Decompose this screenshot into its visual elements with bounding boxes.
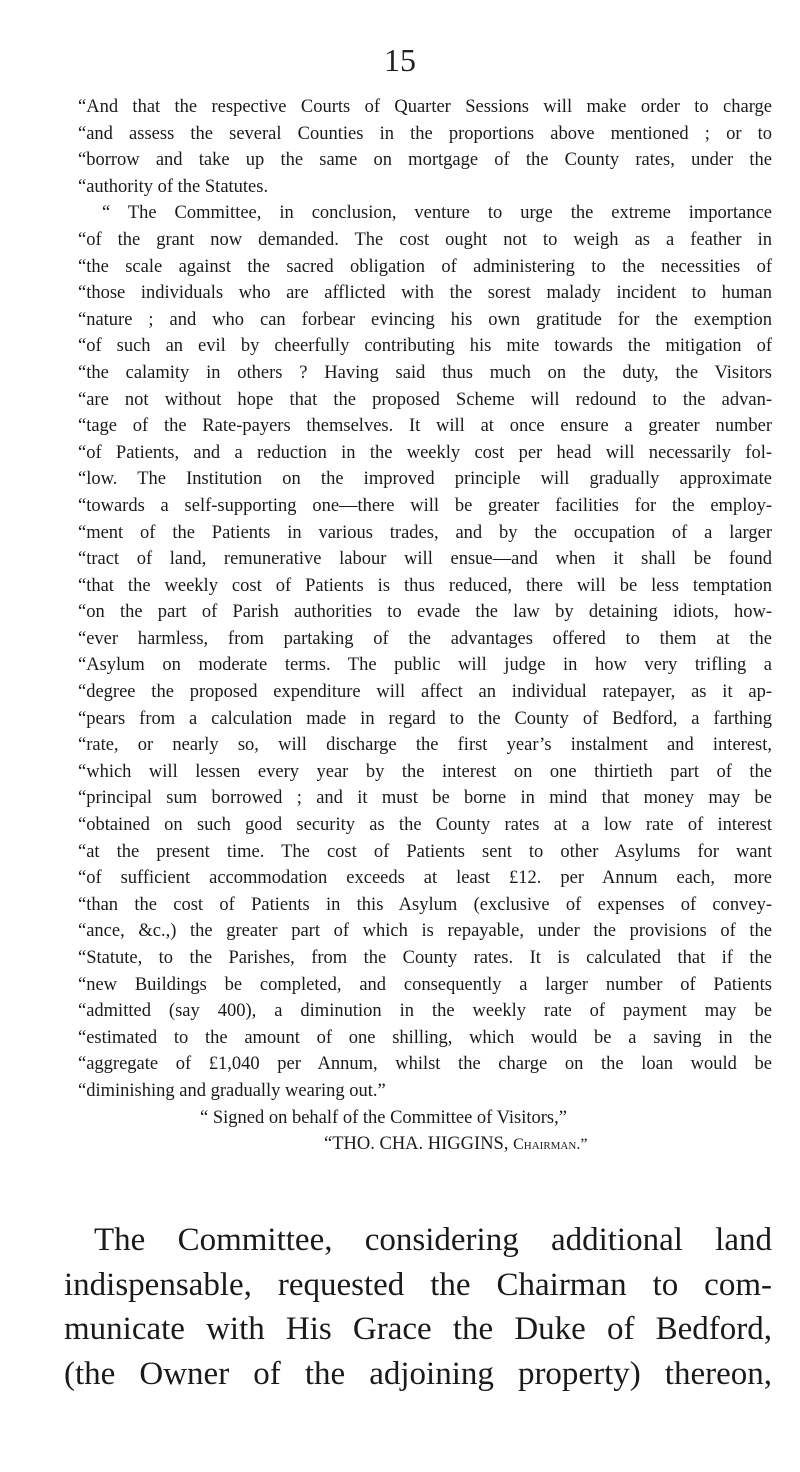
text-line: “aggregate of £1,040 per Annum, whilst the charge on the loan would be [78, 1054, 772, 1075]
signatory-title: Chairman.” [513, 1136, 588, 1154]
text-line: “obtained on such good security as the County rates at a low rate of interest [78, 815, 772, 836]
text-line: “estimated to the amount of one shilling, which would be a saving in the [78, 1027, 772, 1048]
text-line: “and assess the several Counties in the proportions above mentioned ; or to [78, 123, 772, 144]
text-line: “admitted (say 400), a diminution in the weekly rate of payment may be [78, 1001, 772, 1022]
text-line: “the scale against the sacred obligation of administering to the necessities of [78, 256, 772, 277]
text-line: “that the weekly cost of Patients is thus reduced, there will be less temptation [78, 575, 772, 596]
text-line: “ever harmless, from partaking of the advantages offered to them at the [78, 628, 772, 649]
text-line: “degree the proposed expenditure will affect an individual ratepayer, as it ap- [78, 682, 772, 703]
signatory-name: “THO. CHA. HIGGINS, [324, 1134, 514, 1155]
text-line: “than the cost of Patients in this Asylum (exclusive of expenses of convey- [78, 894, 772, 915]
text-line: “principal sum borrowed ; and it must be borne in mind that money may be [78, 788, 772, 809]
text-line: “on the part of Parish authorities to evade the law by detaining idiots, how- [78, 602, 772, 623]
body-text [78, 94, 772, 1158]
text-line: “rate, or nearly so, will discharge the first year’s instalment and interest, [78, 735, 772, 756]
large-text-line: (the Owner of the adjoining property) thereon, [64, 1355, 772, 1392]
text-line: “diminishing and gradually wearing out.” [78, 1080, 386, 1101]
text-line: “new Buildings be completed, and consequently a larger number of Patients [78, 974, 772, 995]
text-line: “of Patients, and a reduction in the weekly cost per head will necessarily fol- [78, 442, 772, 463]
text-line: “at the present time. The cost of Patients sent to other Asylums for want [78, 841, 772, 862]
signature-line: “ Signed on behalf of the Committee of Visitors,” [200, 1107, 567, 1128]
text-line: “ance, &c.,) the greater part of which is repayable, under the provisions of the [78, 921, 772, 942]
text-line: “are not without hope that the proposed Scheme will redound to the advan- [78, 389, 772, 410]
large-text-line: The Committee, considering additional land [94, 1222, 772, 1258]
page-number: 15 [384, 42, 416, 78]
text-line: “ The Committee, in conclusion, venture to urge the extreme importance [102, 203, 772, 224]
large-print-paragraph [64, 1218, 772, 1396]
text-line: “those individuals who are afflicted with the sorest malady incident to human [78, 283, 772, 304]
text-line: “tage of the Rate-payers themselves. It will at once ensure a greater number [78, 416, 772, 437]
text-line: “pears from a calculation made in regard to the County of Bedford, a farthing [78, 708, 772, 729]
text-line: “Statute, to the Parishes, from the County rates. It is calculated that if the [78, 948, 772, 968]
text-line: “And that the respective Courts of Quarter Sessions will make order to charge [78, 97, 772, 117]
text-line: “of such an evil by cheerfully contributing his mite towards the mitigation of [78, 336, 772, 357]
text-line: “of sufficient accommodation exceeds at least £12. per Annum each, more [78, 868, 772, 889]
text-line: “Asylum on moderate terms. The public will judge in how very trifling a [78, 655, 772, 676]
text-line: “authority of the Statutes. [78, 176, 269, 197]
large-text-line: municate with His Grace the Duke of Bedford, [64, 1311, 772, 1347]
large-text-line: indispensable, requested the Chairman to com- [64, 1266, 772, 1303]
text-line: “which will lessen every year by the interest on one thirtieth part of the [78, 761, 772, 782]
text-line: “ment of the Patients in various trades, and by the occupation of a larger [78, 522, 772, 543]
signatory-line [78, 1131, 772, 1158]
text-line: “low. The Institution on the improved principle will gradually approximate [78, 469, 772, 490]
text-line: “nature ; and who can forbear evincing his own gratitude for the exemption [78, 309, 772, 330]
text-line: “towards a self-supporting one—there will be greater facilities for the employ- [78, 495, 772, 516]
text-line: “tract of land, remunerative labour will ensue—and when it shall be found [78, 549, 772, 570]
text-line: “of the grant now demanded. The cost ought not to weigh as a feather in [78, 229, 772, 250]
text-line: “the calamity in others ? Having said thus much on the duty, the Visitors [78, 362, 772, 383]
text-line: “borrow and take up the same on mortgage of the County rates, under the [78, 150, 772, 171]
